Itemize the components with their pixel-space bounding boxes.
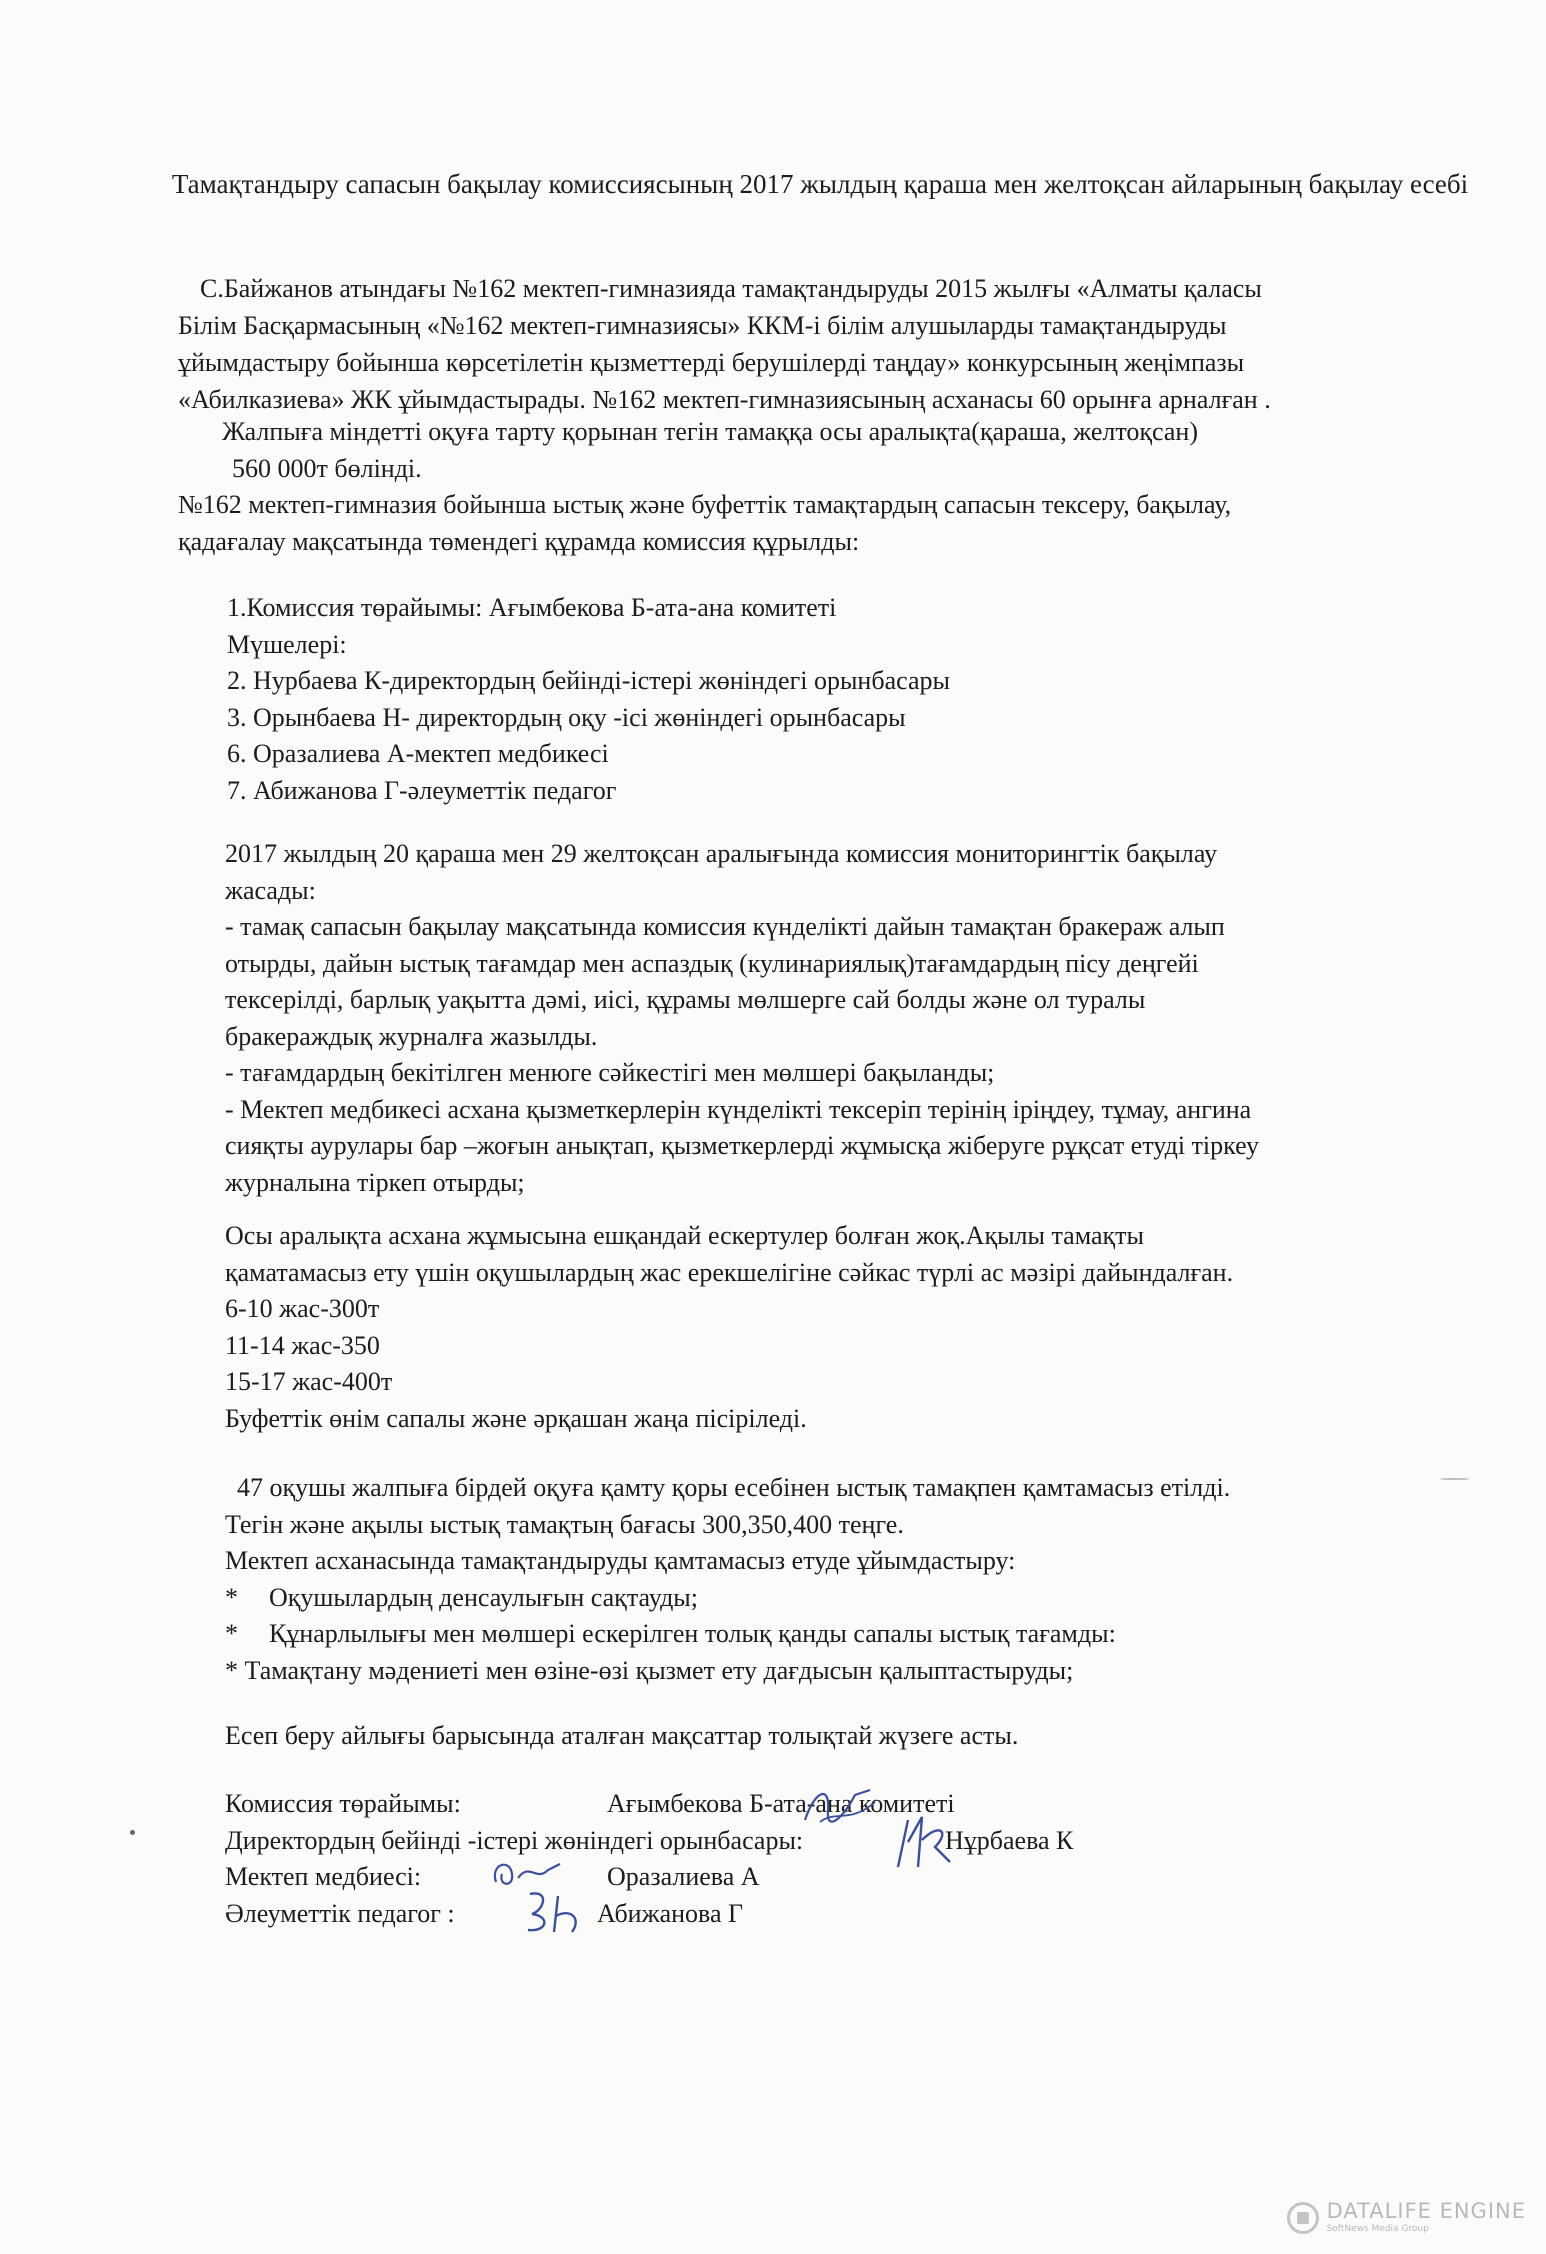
price-line: 11-14 жас-350 bbox=[225, 1330, 380, 1360]
intro-line: «Абилказиева» ЖК ұйымдастырады. №162 мектеп-гимназиясының асханасы 60 орынға арналған . bbox=[178, 385, 1271, 414]
goal-text: Құнарлылығы мен мөлшері ескерілген толық қанды сапалы ыстық тағамды: bbox=[269, 1619, 1116, 1648]
monitoring-line: тексерілді, барлық уақытта дәмі, иісі, құрамы мөлшерге сай болды және ол туралы bbox=[225, 985, 1146, 1014]
watermark-title: DATALIFE ENGINE bbox=[1326, 2199, 1526, 2223]
funding-paragraph bbox=[222, 413, 1422, 487]
member-item: Мүшелері: bbox=[227, 629, 347, 659]
price-line: 15-17 жас-400т bbox=[225, 1367, 393, 1396]
result-statement: Есеп беру айлығы барысында аталған мақсаттар толықтай жүзеге асты. bbox=[225, 1721, 1019, 1750]
signature-name: Нұрбаева К bbox=[945, 1825, 1074, 1855]
datalife-logo-icon bbox=[1287, 2202, 1319, 2234]
monitoring-line: - тағамдардың бекітілген менюге сәйкестігі мен мөлшері бақыланды; bbox=[225, 1058, 995, 1087]
signature-block bbox=[225, 1786, 1475, 1932]
signature-name: Ағымбекова Б-ата-ана комитеті bbox=[607, 1789, 955, 1818]
signature-row bbox=[225, 1786, 1475, 1823]
goal-item bbox=[225, 1616, 1485, 1653]
monitoring-line: сияқты аурулары бар –жоғын анықтап, қызметкерлерді жұмысқа жіберуге рұқсат етуді тіркеу bbox=[225, 1131, 1260, 1160]
commission-members-list bbox=[227, 590, 950, 809]
goal-item bbox=[225, 1580, 1485, 1617]
summary-section bbox=[225, 1218, 1485, 1437]
commission-intro-paragraph bbox=[178, 486, 1478, 560]
goal-text: Оқушылардың денсаулығын сақтауды; bbox=[269, 1582, 698, 1612]
coverage-line: 47 оқушы жалпыға бірдей оқуға қамту қоры есебінен ыстық тамақпен қамтамасыз етілді. bbox=[237, 1473, 1231, 1502]
member-item: 1.Комиссия төрайымы: Ағымбекова Б-ата-ана комитеті bbox=[227, 593, 837, 622]
funding-line: Жалпыға міндетті оқуға тарту қорынан тегін тамаққа осы аралықта(қараша, желтоқсан) bbox=[222, 417, 1198, 446]
document-title: Тамақтандыру сапасын бақылау комиссиясының 2017 жылдың қараша мен желтоқсан айларының бақылау есебі bbox=[171, 169, 1469, 199]
scan-speck bbox=[1440, 1478, 1470, 1480]
price-line: 6-10 жас-300т bbox=[225, 1294, 380, 1323]
monitoring-line: - Мектеп медбикесі асхана қызметкерлерін күнделікті тексеріп терінің іріңдеу, тұмау, ангина bbox=[225, 1094, 1252, 1124]
signature-row bbox=[225, 1823, 1475, 1860]
signature-name: Абижанова Г bbox=[597, 1898, 744, 1928]
signature-role: Мектеп медбиесі: bbox=[225, 1862, 422, 1891]
watermark-subtitle: SoftNews Media Group bbox=[1326, 2224, 1429, 2234]
monitoring-line: отырды, дайын ыстық тағамдар мен аспаздық (кулинариялық)тағамдардың пісу деңгейі bbox=[225, 948, 1199, 978]
coverage-section bbox=[225, 1470, 1485, 1689]
signature-role: Әлеуметтік педагог : bbox=[225, 1898, 455, 1928]
commission-intro-line: қадағалау мақсатында төмендегі құрамда комиссия құрылды: bbox=[178, 527, 860, 556]
goal-text: * Тамақтану мәдениеті мен өзіне-өзі қызмет ету дағдысын қалыптастыруды; bbox=[225, 1655, 1074, 1685]
member-item: 7. Абижанова Г-әлеуметтік педагог bbox=[227, 775, 617, 805]
intro-paragraph bbox=[178, 270, 1478, 418]
intro-line: С.Байжанов атындағы №162 мектеп-гимназияда тамақтандыруды 2015 жылғы «Алматы қаласы bbox=[200, 274, 1262, 303]
funding-line: 560 000т бөлінді. bbox=[232, 454, 422, 483]
intro-line: Білім Басқармасының «№162 мектеп-гимназиясы» ККМ-і білім алушыларды тамақтандыруды bbox=[178, 311, 1227, 340]
goal-bullet: * bbox=[225, 1582, 238, 1612]
intro-line: ұйымдастыру бойынша көрсетілетін қызметтерді берушілерді таңдау» конкурсының жеңімпазы bbox=[178, 348, 1245, 377]
signature-row bbox=[225, 1896, 1475, 1933]
signature-role: Директордың бейінді -істері жөніндегі орынбасары: bbox=[225, 1825, 804, 1855]
commission-intro-line: №162 мектеп-гимназия бойынша ыстық және буфеттік тамақтардың сапасын тексеру, бақылау, bbox=[178, 490, 1232, 519]
signature-role: Комиссия төрайымы: bbox=[225, 1789, 461, 1818]
member-item: 6. Оразалиева А-мектеп медбикесі bbox=[227, 739, 609, 768]
summary-line: қаматамасыз ету үшін оқушылардың жас ерекшелігіне сәйкас түрлі ас мәзірі дайындалған. bbox=[225, 1257, 1234, 1287]
goal-item bbox=[225, 1653, 1485, 1690]
datalife-engine-watermark bbox=[1287, 2201, 1526, 2234]
summary-line: Буфеттік өнім сапалы және әрқашан жаңа пісіріледі. bbox=[225, 1403, 807, 1433]
monitoring-line: 2017 жылдың 20 қараша мен 29 желтоқсан аралығында комиссия мониторингтік бақылау bbox=[225, 839, 1218, 868]
member-item: 2. Нурбаева К-директордың бейінді-істері жөніндегі орынбасары bbox=[227, 666, 950, 695]
monitoring-line: - тамақ сапасын бақылау мақсатында комиссия күнделікті дайын тамақтан бракераж алып bbox=[225, 912, 1225, 941]
monitoring-section bbox=[225, 836, 1465, 1201]
signature-name: Оразалиева А bbox=[607, 1862, 760, 1891]
monitoring-line: жасады: bbox=[225, 875, 316, 905]
summary-line: Осы аралықта асхана жұмысына ешқандай ескертулер болған жоқ.Ақылы тамақты bbox=[225, 1221, 1145, 1250]
goal-bullet: * bbox=[225, 1619, 238, 1648]
member-item: 3. Орынбаева Н- директордың оқу -ісі жөніндегі орынбасары bbox=[227, 702, 906, 732]
monitoring-line: бракераждық журналға жазылды. bbox=[225, 1021, 598, 1051]
scan-speck bbox=[130, 1830, 135, 1835]
coverage-line: Тегін және ақылы ыстық тамақтың бағасы 300,350,400 теңге. bbox=[225, 1509, 904, 1539]
monitoring-line: журналына тіркеп отырды; bbox=[225, 1167, 525, 1197]
coverage-line: Мектеп асханасында тамақтандыруды қамтамасыз етуде ұйымдастыру: bbox=[225, 1546, 1016, 1575]
signature-row bbox=[225, 1859, 1475, 1896]
